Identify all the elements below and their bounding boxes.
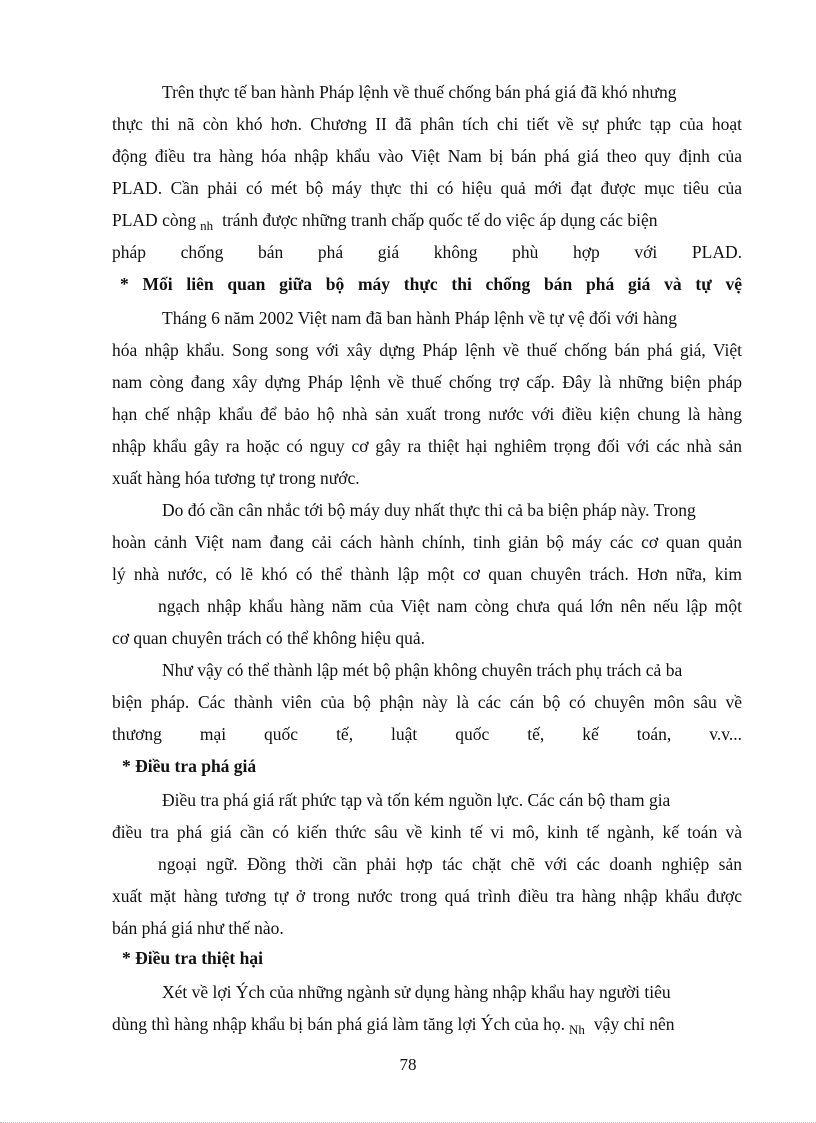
paragraph-5-line-1: Điều tra phá giá rất phức tạp và tốn kém nguồn lực. Các cán bộ tham gia [162,790,671,810]
paragraph-2-line-5: nhập khẩu gây ra hoặc có nguy cơ gây ra thiệt hại nghiêm trọng đối với các nhà sản [112,436,742,456]
paragraph-3-line-4: ngạch nhập khẩu hàng năm của Việt nam còng chưa quá lớn nên nếu lập một [158,596,742,616]
paragraph-3-line-2: hoàn cảnh Việt nam đang cải cách hành chính, tinh giản bộ máy các cơ quan quản [112,532,742,552]
paragraph-5-line-4: xuất mặt hàng tương tự ở trong nước trong quá trình điều tra hàng nhập khẩu được [112,886,742,906]
paragraph-5-line-5: bán phá giá như thế nào. [112,918,284,938]
section-heading-relationship: * Mối liên quan giữa bộ máy thực thi chống bán phá giá và tự vệ [120,274,742,294]
paragraph-1-line-6: pháp chống bán phá giá không phù hợp với PLAD. [112,242,742,262]
paragraph-1-line-1: Trên thực tế ban hành Pháp lệnh về thuế chống bán phá giá đã khó nhưng [162,82,677,102]
line-5-text-after: tránh được những tranh chấp quốc tế do việc áp dụng các biện [222,210,658,230]
paragraph-3-line-5: cơ quan chuyên trách có thể không hiệu quả. [112,628,425,648]
paragraph-1-line-4: PLAD. Cần phải có mét bộ máy thực thi có hiệu quả mới đạt được mục tiêu của [112,178,742,198]
paragraph-5-line-3: ngoại ngữ. Đồng thời cần phải hợp tác chặt chẽ với các doanh nghiệp sản [158,854,742,874]
line-30-mark: Nh [568,1022,585,1037]
paragraph-1-line-2: thực thi nã còn khó hơn. Chương II đã phân tích chi tiết về sự phức tạp của hoạt [112,114,742,134]
section-heading-injury-investigation: * Điều tra thiệt hại [122,948,263,968]
line-30-text-before: dùng thì hàng nhập khẩu bị bán phá giá làm tăng lợi Ých của họ. [112,1014,565,1034]
line-30-text-after: vậy chỉ nên [593,1014,675,1034]
line-5-text-before: PLAD còng [112,210,197,230]
page-number: 78 [399,1055,417,1074]
paragraph-3-line-3: lý nhà nước, có lẽ khó có thể thành lập một cơ quan chuyên trách. Hơn nữa, kim [112,564,742,584]
paragraph-6-line-2 [112,1012,742,1042]
paragraph-1-line-5 [112,208,742,238]
paragraph-5-line-2: điều tra phá giá cần có kiến thức sâu về kinh tế vi mô, kinh tế ngành, kế toán và [112,822,742,842]
paragraph-2-line-1: Tháng 6 năm 2002 Việt nam đã ban hành Pháp lệnh về tự vệ đối với hàng [162,308,678,328]
paragraph-4-line-2: biện pháp. Các thành viên của bộ phận này là các cán bộ có chuyên môn sâu về [112,692,742,712]
line-5-mark: nh [200,218,214,233]
paragraph-6-line-1: Xét về lợi Ých của những ngành sử dụng hàng nhập khẩu hay người tiêu [162,982,671,1002]
section-heading-dumping-investigation: * Điều tra phá giá [122,756,257,776]
paragraph-4-line-1: Như vậy có thể thành lập mét bộ phận không chuyên trách phụ trách cả ba [162,660,683,680]
paragraph-3-line-1: Do đó cần cân nhắc tới bộ máy duy nhất thực thi cả ba biện pháp này. Trong [162,500,696,520]
paragraph-2-line-3: nam còng đang xây dựng Pháp lệnh về thuế chống trợ cấp. Đây là những biện pháp [112,372,742,392]
paragraph-2-line-6: xuất hàng hóa tương tự trong nước. [112,468,360,488]
paragraph-2-line-2: hóa nhập khẩu. Song song với xây dựng Pháp lệnh về thuế chống bán phá giá, Việt [112,340,742,360]
paragraph-2-line-4: hạn chế nhập khẩu để bảo hộ nhà sản xuất trong nước với điều kiện chung là hàng [112,404,742,424]
paragraph-1-line-3: động điều tra hàng hóa nhập khẩu vào Việt Nam bị bán phá giá theo quy định của [112,146,742,166]
paragraph-4-line-3: thương mại quốc tế, luật quốc tế, kế toán, v.v... [112,724,742,744]
